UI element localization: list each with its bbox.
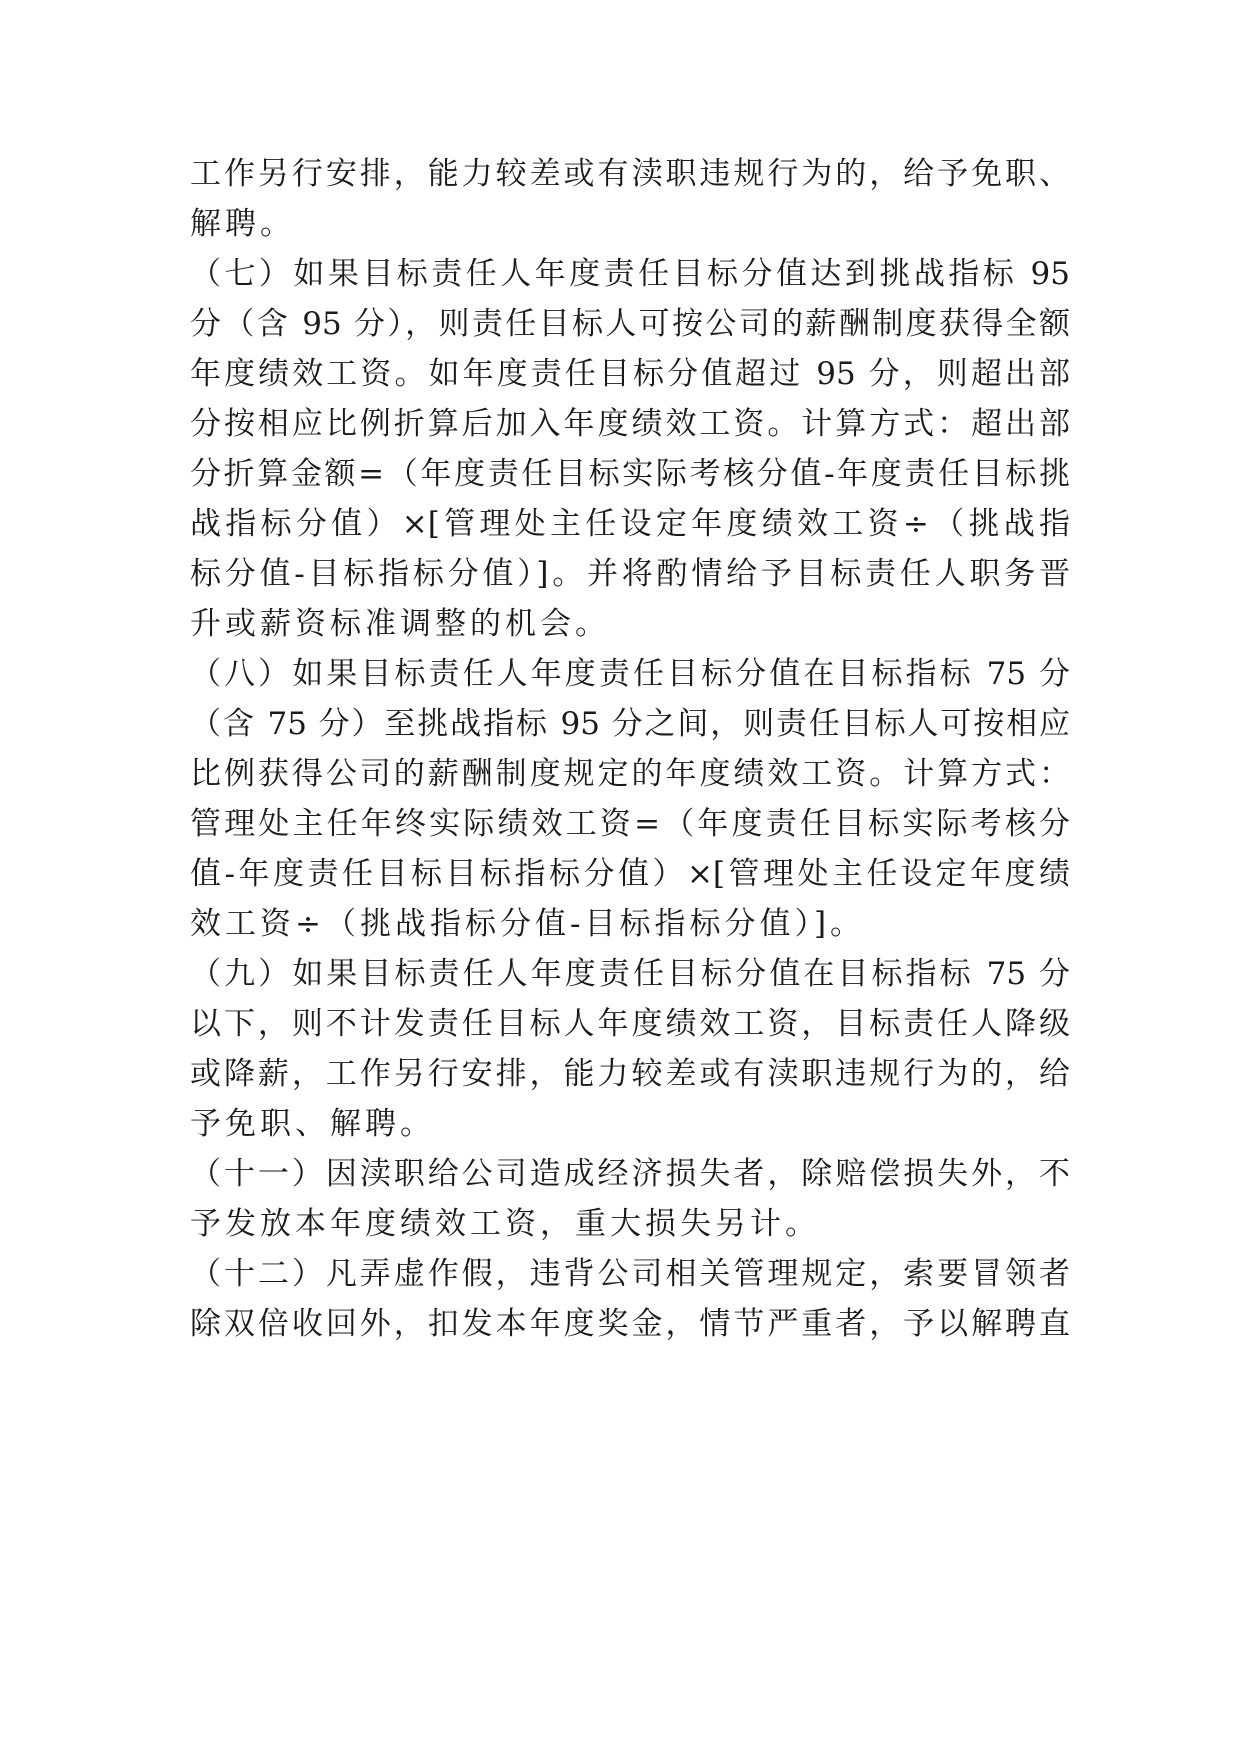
text-line: 或降薪，工作另行安排，能力较差或有渎职违规行为的，给 — [190, 1056, 1070, 1092]
text-line: 管理处主任年终实际绩效工资=（年度责任目标实际考核分 — [190, 806, 1070, 842]
text-line: （八）如果目标责任人年度责任目标分值在目标指标 75 分 — [190, 656, 1070, 692]
text-line: 解聘。 — [190, 206, 295, 242]
text-line: 值-年度责任目标目标指标分值）×[管理处主任设定年度绩 — [190, 856, 1070, 892]
text-line: 予免职、解聘。 — [190, 1106, 435, 1142]
text-line: （十一）因渎职给公司造成经济损失者，除赔偿损失外，不 — [190, 1156, 1070, 1192]
text-line: （十二）凡弄虚作假，违背公司相关管理规定，索要冒领者 — [190, 1256, 1070, 1292]
text-line: 除双倍收回外，扣发本年度奖金，情节严重者，予以解聘直 — [190, 1306, 1070, 1342]
text-line: 战指标分值）×[管理处主任设定年度绩效工资÷（挑战指 — [190, 506, 1070, 542]
text-line: 分折算金额=（年度责任目标实际考核分值-年度责任目标挑 — [190, 456, 1070, 492]
text-line: 效工资÷（挑战指标分值-目标指标分值）]。 — [190, 906, 866, 942]
text-line: 比例获得公司的薪酬制度规定的年度绩效工资。计算方式： — [190, 756, 1070, 792]
text-line: 年度绩效工资。如年度责任目标分值超过 95 分，则超出部 — [190, 356, 1070, 392]
text-line: 标分值-目标指标分值）]。并将酌情给予目标责任人职务晋 — [190, 556, 1070, 592]
text-line: 予发放本年度绩效工资，重大损失另计。 — [190, 1206, 820, 1242]
text-line: （七）如果目标责任人年度责任目标分值达到挑战指标 95 — [190, 256, 1070, 292]
text-line: 升或薪资标准调整的机会。 — [190, 606, 610, 642]
text-line: （含 75 分）至挑战指标 95 分之间，则责任目标人可按相应 — [190, 706, 1070, 742]
text-line: 以下，则不计发责任目标人年度绩效工资，目标责任人降级 — [190, 1006, 1070, 1042]
text-line: 分（含 95 分），则责任目标人可按公司的薪酬制度获得全额 — [190, 306, 1070, 342]
text-line: 工作另行安排，能力较差或有渎职违规行为的，给予免职、 — [190, 156, 1070, 192]
text-line: 分按相应比例折算后加入年度绩效工资。计算方式：超出部 — [190, 406, 1070, 442]
text-line: （九）如果目标责任人年度责任目标分值在目标指标 75 分 — [190, 956, 1070, 992]
